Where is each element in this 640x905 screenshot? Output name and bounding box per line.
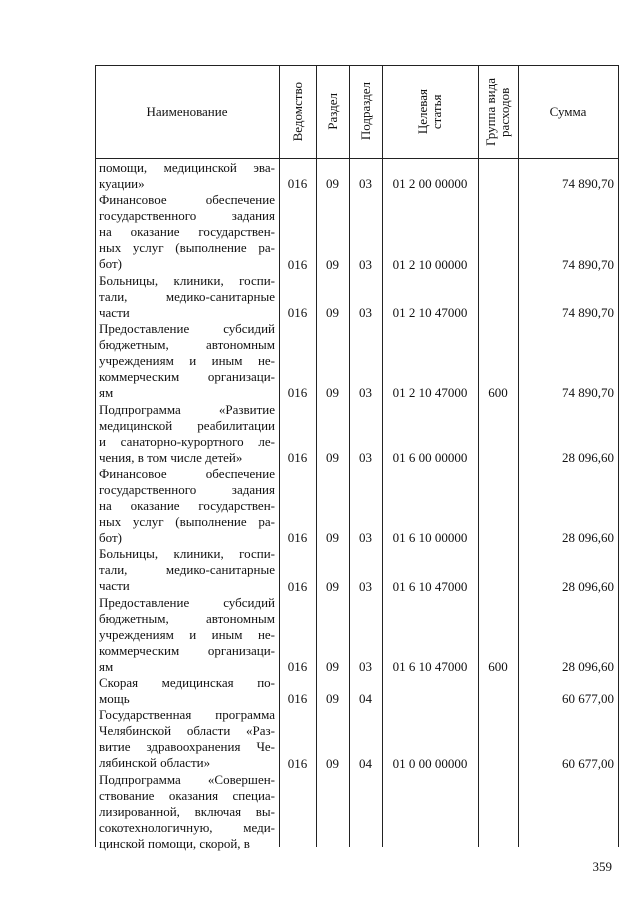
cell-name-line: ных услуг (выполнение ра- [99,240,275,256]
cell-name-line: медицинской реабилитации [99,417,275,433]
cell-name-line: государственного задания [99,481,275,497]
cell-name [99,192,275,272]
cell-sum: 74 890,70 [562,176,614,192]
cell-section: 09 [326,691,339,707]
cell-target: 01 6 10 47000 [392,578,468,594]
cell-section: 09 [326,530,339,546]
cell-name-line: Финансовое обеспечение [99,465,275,481]
cell-name-line: и санаторно-курортного ле- [99,433,275,449]
cell-sum: 74 890,70 [562,304,614,320]
cell-name [99,707,275,771]
cell-group: 600 [488,659,508,675]
cell-target: 01 6 10 00000 [392,530,468,546]
cell-dept: 016 [287,176,308,192]
cell-sum: 74 890,70 [562,256,614,272]
header-sum [518,65,618,158]
cell-section: 09 [326,256,339,272]
cell-target: 01 2 10 47000 [392,385,468,401]
cell-dept: 016 [287,256,308,272]
cell-subsection: 03 [359,659,372,675]
cell-section: 09 [326,449,339,465]
cell-sum: 28 096,60 [562,449,614,465]
cell-dept: 016 [287,691,308,707]
header-target-line1: Целевая [415,88,430,135]
page-number: 359 [592,859,612,874]
header-name [95,65,279,158]
cell-sum: 60 677,00 [562,691,614,707]
cell-dept: 016 [287,304,308,320]
cell-name-line: бюджетным, автономным [99,337,275,352]
header-group-line2: расходов [497,86,512,137]
cell-name-line: лябинской области» [99,755,211,771]
cell-name-line: лизированной, включая вы- [99,803,275,819]
cell-subsection: 03 [359,385,372,401]
cell-name-line: учреждениям и иным не- [99,626,275,642]
cell-section: 09 [326,659,339,675]
cell-name-line: витие здравоохранения Че- [99,739,275,755]
cell-name-line: на оказание государствен- [99,224,275,240]
header-subsection-label: Подраздел [357,82,373,141]
cell-name-line: чения, в том числе детей» [99,449,243,465]
header-group-label [484,78,512,146]
cell-name-line: Предоставление субсидий [99,594,275,610]
cell-name-line: бот) [99,256,122,272]
cell-section: 09 [326,578,339,594]
cell-target: 01 6 00 00000 [392,449,468,465]
cell-subsection: 03 [359,304,372,320]
header-sum-label: Сумма [549,103,587,119]
cell-name [99,595,275,675]
header-target-label [416,89,444,134]
cell-target: 01 0 00 00000 [392,755,468,771]
cell-dept: 016 [287,578,308,594]
cell-name-line: Государственная программа [99,707,275,723]
header-target-line2: статья [429,94,444,129]
cell-name-line: бюджетным, автономным [99,610,275,626]
cell-subsection: 03 [359,176,372,192]
cell-name-line: учреждениям и иным не- [99,353,275,368]
cell-subsection: 03 [359,530,372,546]
cell-subsection: 04 [359,755,372,771]
header-subsection [349,65,382,158]
cell-subsection: 03 [359,578,372,594]
cell-dept: 016 [287,755,308,771]
cell-group: 600 [488,385,508,401]
cell-name-line: ям [99,385,114,400]
cell-name-line: куации» [99,176,145,191]
cell-name-line: на оказание государствен- [99,497,275,513]
cell-name-line: помощи, медицинской эва- [99,160,275,175]
cell-section: 09 [326,385,339,401]
cell-name-line: мощь [99,691,130,707]
cell-target: 01 2 10 00000 [392,256,468,272]
cell-section: 09 [326,176,339,192]
header-section-label: Раздел [324,93,340,130]
cell-name-line: бот) [99,529,122,545]
cell-name-line: сокотехнологичную, меди- [99,819,275,835]
cell-sum: 28 096,60 [562,659,614,675]
cell-name [99,675,275,707]
cell-dept: 016 [287,385,308,401]
header-group [478,65,518,158]
header-section [316,65,349,158]
cell-name-line: ствование оказания специа- [99,787,275,803]
cell-name-line: тали, медико-санитарные [99,288,275,304]
cell-sum: 28 096,60 [562,530,614,546]
cell-name-line: Подпрограмма «Развитие [99,401,275,417]
cell-name-line: Финансовое обеспечение [99,192,275,208]
cell-name-line: государственного задания [99,208,275,224]
header-group-line1: Группа вида [483,77,498,146]
cell-name [99,772,275,852]
cell-subsection: 04 [359,691,372,707]
header-dept-label: Ведомство [289,81,305,142]
cell-name [99,466,275,546]
cell-sum: 74 890,70 [562,385,614,401]
cell-sum: 28 096,60 [562,578,614,594]
cell-dept: 016 [287,530,308,546]
header-dept [279,65,316,158]
cell-name-line: ям [99,658,114,674]
cell-name-line: Предоставление субсидий [99,321,275,336]
budget-table [95,65,619,851]
cell-name-line: цинской помощи, скорой, в [99,835,250,851]
cell-name-line: Больницы, клиники, госпи- [99,546,275,562]
cell-section: 09 [326,304,339,320]
cell-target: 01 2 10 47000 [392,304,468,320]
cell-dept: 016 [287,659,308,675]
cell-name [99,160,275,192]
cell-target: 01 2 00 00000 [392,176,468,192]
cell-name-line: Подпрограмма «Совершен- [99,771,275,787]
cell-sum: 60 677,00 [562,755,614,771]
cell-name-line: части [99,578,130,594]
header-name-label: Наименование [146,103,228,119]
cell-name-line: Скорая медицинская по- [99,675,275,691]
cell-subsection: 03 [359,256,372,272]
cell-name-line: коммерческим организаци- [99,369,275,384]
cell-name-line: тали, медико-санитарные [99,562,275,578]
cell-name-line: Больницы, клиники, госпи- [99,272,275,288]
cell-name-line: ных услуг (выполнение ра- [99,513,275,529]
cell-name [99,546,275,594]
cell-name-line: коммерческим организаци- [99,642,275,658]
cell-subsection: 03 [359,449,372,465]
cell-dept: 016 [287,449,308,465]
cell-name [99,273,275,321]
cell-target: 01 6 10 47000 [392,659,468,675]
cell-name-line: части [99,304,130,320]
cell-name [99,321,275,401]
header-target [382,65,478,158]
cell-section: 09 [326,755,339,771]
cell-name-line: Челябинской области «Раз- [99,723,275,739]
cell-name [99,402,275,466]
